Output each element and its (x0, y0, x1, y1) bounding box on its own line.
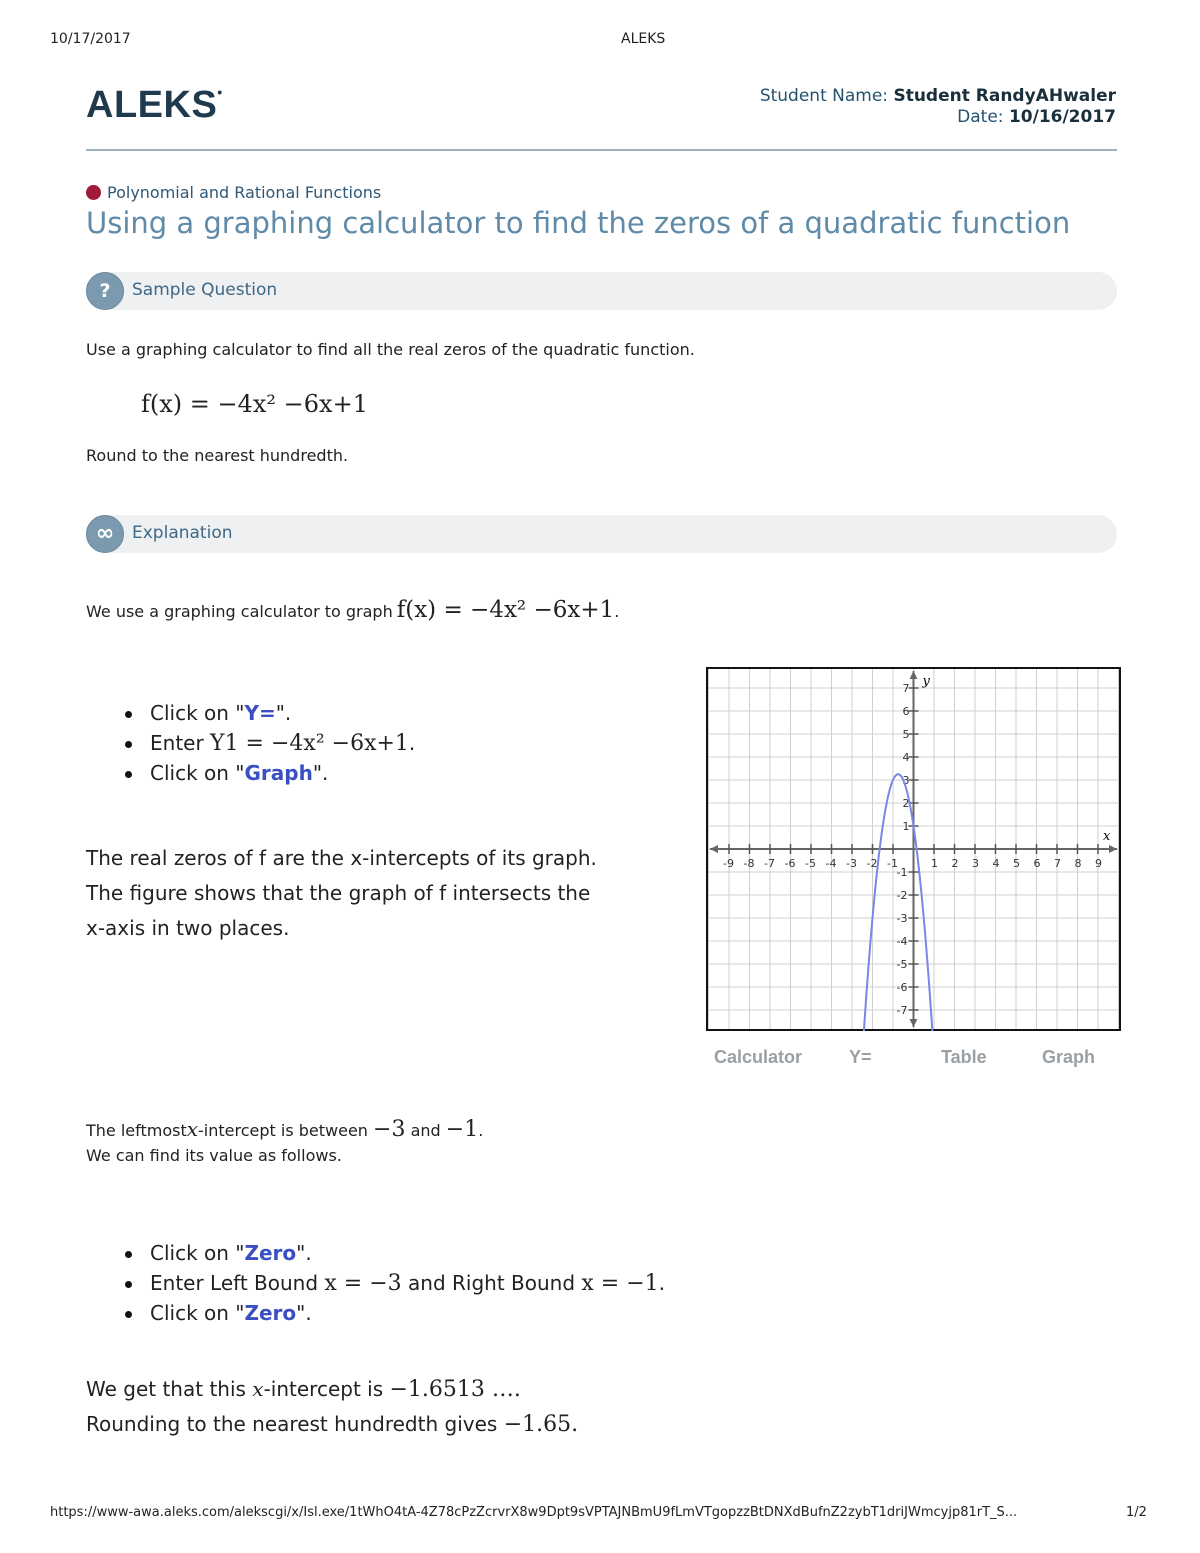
intercept-value: −1.6513 …. (389, 1377, 521, 1402)
x-tick-label: 2 (951, 857, 959, 870)
para-line-3: x-axis in two places. (86, 916, 290, 940)
sample-function: f(x) = −4x² −6x+1 (141, 390, 368, 418)
page-number: 1/2 (1126, 1505, 1147, 1520)
para-line-1: The real zeros of f are the x-intercepts of its graph. (86, 846, 597, 870)
calculator-graph (706, 667, 1121, 1031)
y-tick-label: -7 (896, 1004, 908, 1017)
x-tick-label: -9 (723, 857, 734, 870)
tab-graph[interactable]: Graph (1042, 1047, 1096, 1067)
step-click-graph: Click on "Graph". (125, 758, 415, 788)
x-tick-label: 8 (1074, 857, 1082, 870)
x-tick-label: -1 (887, 857, 898, 870)
para-line-2: The figure shows that the graph of f intersects the (86, 881, 591, 905)
x-tick-label: 3 (972, 857, 979, 870)
step-enter-function: Enter Y1 = −4x² −6x+1. (125, 728, 415, 758)
y1-function: Y1 = −4x² −6x+1 (210, 731, 409, 756)
footer-url: https://www-awa.aleks.com/alekscgi/x/Isl.exe/1tWhO4tA-4Z78cPzZcrvrX8w9Dpt9sVPTAJNBmU9fLmVTgopzzBtDNXdBufnZ2zybT1driJWmcyjp81rT_S... (50, 1505, 1018, 1520)
tab-calculator[interactable]: Calculator (714, 1047, 803, 1067)
y-tick-label: 2 (902, 797, 910, 810)
date-value: 10/16/2017 (1008, 107, 1116, 127)
x-tick-label: 7 (1054, 857, 1061, 870)
x-tick-label: 9 (1095, 857, 1102, 870)
student-info (760, 86, 1116, 128)
x-tick-label: 1 (931, 857, 938, 870)
zero-key[interactable]: Zero (244, 1241, 297, 1265)
x-tick-label: -8 (743, 857, 755, 870)
y-tick-label: -6 (896, 981, 908, 994)
student-name: Student RandyAHwaler (893, 86, 1116, 106)
y-tick-label: 6 (902, 705, 910, 718)
rounded-value: −1.65. (503, 1412, 579, 1437)
y-tick-label: -2 (896, 889, 908, 902)
explanation-heading: Explanation (132, 523, 233, 543)
explanation-bar (86, 515, 1117, 553)
y-tick-label: 1 (902, 820, 910, 833)
x-tick-label: -4 (825, 857, 837, 870)
x-tick-label: 6 (1033, 857, 1041, 870)
logo-mark: • (217, 84, 223, 101)
y-tick-label: -4 (896, 935, 908, 948)
header-divider (86, 149, 1117, 151)
x-tick-label: -2 (866, 857, 878, 870)
explanation-intro: We use a graphing calculator to graph f(x) = −4x² −6x+1. (86, 597, 620, 623)
tab-table[interactable]: Table (941, 1047, 987, 1067)
step-click-zero: Click on "Zero". (125, 1238, 665, 1268)
y-tick-label: 3 (902, 774, 910, 787)
sample-prompt: Use a graphing calculator to find all the real zeros of the quadratic function. (86, 340, 695, 359)
leftmost-followup: We can find its value as follows. (86, 1146, 342, 1165)
y-axis-label: y (922, 674, 930, 689)
x-tick-label: 5 (1013, 857, 1020, 870)
sample-question-bar (86, 272, 1117, 310)
print-site-title: ALEKS (621, 31, 666, 47)
aleks-logo (86, 84, 223, 127)
x-tick-label: -6 (784, 857, 796, 870)
zeros-paragraph (86, 841, 597, 946)
steps-zero (125, 1238, 665, 1328)
step-click-zero-again: Click on "Zero". (125, 1298, 665, 1328)
intro-text: We use a graphing calculator to graph (86, 602, 393, 621)
x-tick-label: -7 (764, 857, 775, 870)
category-label: Polynomial and Rational Functions (107, 183, 382, 202)
bound-left: −3 (373, 1117, 406, 1142)
x-axis-label: x (1103, 829, 1111, 844)
bound-right: −1 (445, 1117, 479, 1142)
sample-instruction: Round to the nearest hundredth. (86, 446, 349, 465)
step-enter-bounds: Enter Left Bound x = −3 and Right Bound x = −1. (125, 1268, 665, 1298)
question-mark-icon: ? (86, 272, 124, 310)
infinity-icon: ∞ (86, 515, 124, 553)
graph-key[interactable]: Graph (244, 761, 313, 785)
tab-y-equals[interactable]: Y= (849, 1047, 872, 1067)
y-tick-label: -1 (896, 866, 908, 879)
student-name-label: Student Name: (759, 86, 889, 106)
y-tick-label: -5 (896, 958, 908, 971)
page-title: Using a graphing calculator to find the zeros of a quadratic function (86, 206, 1071, 240)
steps-graph (125, 698, 415, 788)
y-tick-label: 7 (902, 682, 910, 695)
step-click-y: Click on "Y=". (125, 698, 415, 728)
date-label: Date: (957, 107, 1004, 127)
y-equals-key[interactable]: Y= (244, 701, 276, 725)
logo-text: ALEKS (86, 84, 218, 126)
y-tick-label: -3 (896, 912, 908, 925)
zero-key-2[interactable]: Zero (244, 1301, 297, 1325)
y-tick-label: 4 (902, 751, 910, 764)
category (86, 183, 381, 202)
leftmost-sentence: The leftmostx-intercept is between −3 and −1. (86, 1117, 484, 1142)
x-tick-label: -3 (846, 857, 857, 870)
print-date: 10/17/2017 (50, 31, 131, 47)
y-tick-label: 5 (902, 728, 910, 741)
sample-question-heading: Sample Question (132, 280, 278, 300)
x-tick-label: -5 (805, 857, 816, 870)
result-line-2: Rounding to the nearest hundredth gives −1.65. (86, 1412, 579, 1437)
category-dot-icon (86, 185, 101, 200)
x-tick-label: 4 (992, 857, 1000, 870)
result-line-1: We get that this x-intercept is −1.6513 …. (86, 1377, 521, 1402)
intro-function: f(x) = −4x² −6x+1 (396, 597, 615, 623)
